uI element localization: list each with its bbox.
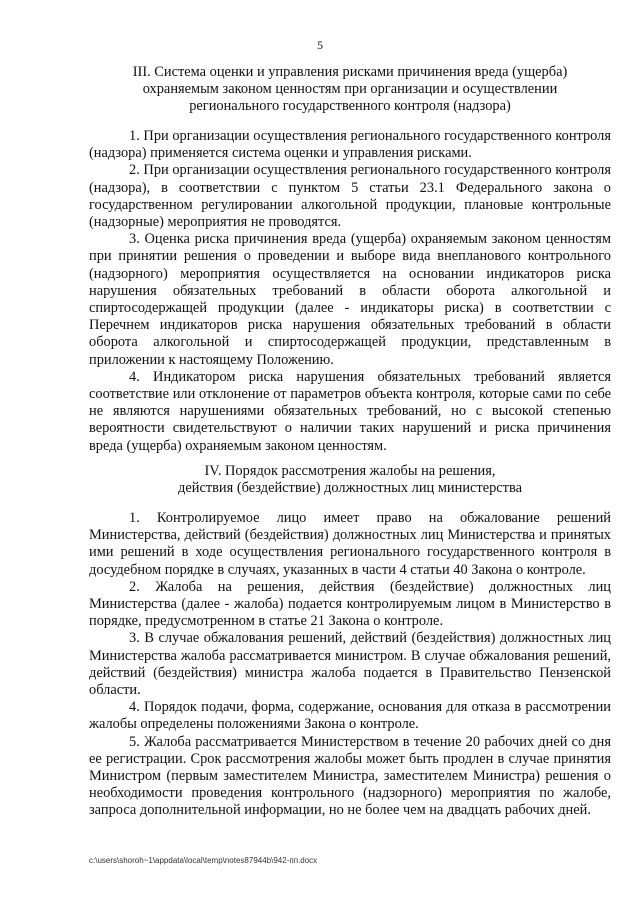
section-3-heading-line: регионального государственного контроля (надзора) xyxy=(189,98,511,115)
section-3-paragraph-2: 2. При организации осуществления регионального государственного контроля (надзора), в соответствии с пунктом 5 статьи 23.1 Федерального закона о государственном регулировании алкогольной продукции, плановые контрольные (надзорные) мероприятия не проводятся. xyxy=(89,162,611,231)
section-3-paragraph-3: 3. Оценка риска причинения вреда (ущерба) охраняемым законом ценностям при принятии решения о проведении и выборе вида внепланового контрольного (надзорного) мероприятия осуществляется на основании индикаторов риска нарушения обязательных требований в области оборота алкогольной и спиртосодержащей продукции (далее - индикаторы риска) в соответствии с Перечнем индикаторов риска нарушения обязательных требований в области оборота алкогольной и спиртосодержащей продукции, представленным в приложении к настоящему Положению. xyxy=(89,231,611,368)
section-4-paragraph-2: 2. Жалоба на решения, действия (бездействие) должностных лиц Министерства (далее - жалоба) подается контролируемым лицом в Министерство в порядке, предусмотренном в статье 21 Закона о контроле. xyxy=(89,578,611,630)
section-3-paragraph-1: 1. При организации осуществления регионального государственного контроля (надзора) применяется система оценки и управления рисками. xyxy=(89,128,611,162)
section-4-paragraph-1: 1. Контролируемое лицо имеет право на обжалование решений Министерства, действий (бездействия) должностных лиц Министерства и принятых ими решений в ходе осуществления регионального государственного контроля в досудебном порядке в случаях, указанных в части 4 статьи 40 Закона о контроле. xyxy=(89,510,611,578)
section-3-heading xyxy=(89,64,611,116)
section-4-paragraph-3: 3. В случае обжалования решений, действий (бездействия) должностных лиц Министерства жалоба рассматривается министром. В случае обжалования решений, действий (бездействия) министра жалоба подается в Правительство Пензенской области. xyxy=(89,630,611,699)
footer-file-path: c:\users\shoroh~1\appdata\local\temp\notes87944b\942-пп.docx xyxy=(89,856,318,865)
section-3-paragraph-4: 4. Индикатором риска нарушения обязательных требований является соответствие или отклонение от параметров объекта контроля, которые сами по себе не являются нарушениями обязательных требований, но с высокой степенью вероятности свидетельствуют о наличии таких нарушений и риска причинения вреда (ущерба) охраняемым законом ценностям. xyxy=(89,368,611,454)
page-number: 5 xyxy=(317,38,323,52)
section-4-paragraph-4: 4. Порядок подачи, форма, содержание, основания для отказа в рассмотрении жалобы определены положениями Закона о контроле. xyxy=(89,699,611,733)
section-4-heading xyxy=(89,463,611,497)
section-3-heading-line: охраняемым законом ценностям при организации и осуществлении xyxy=(142,81,558,98)
section-4-paragraph-5: 5. Жалоба рассматривается Министерством в течение 20 рабочих дней со дня ее регистрации. Срок рассмотрения жалобы может быть продлен в случае принятия Министром (первым заместителем Министра, заместителем Министра) решения о необходимости проведения контрольного (надзорного) мероприятия по жалобе, запроса дополнительной информации, но не более чем на двадцать рабочих дней. xyxy=(89,733,611,819)
section-3-body xyxy=(89,128,611,455)
section-3-heading-line: III. Система оценки и управления рисками причинения вреда (ущерба) xyxy=(132,64,568,80)
section-4-body xyxy=(89,510,611,820)
section-4-heading-line: IV. Порядок рассмотрения жалобы на решения, xyxy=(204,463,496,479)
section-4-heading-line: действия (бездействие) должностных лиц министерства xyxy=(178,480,522,497)
